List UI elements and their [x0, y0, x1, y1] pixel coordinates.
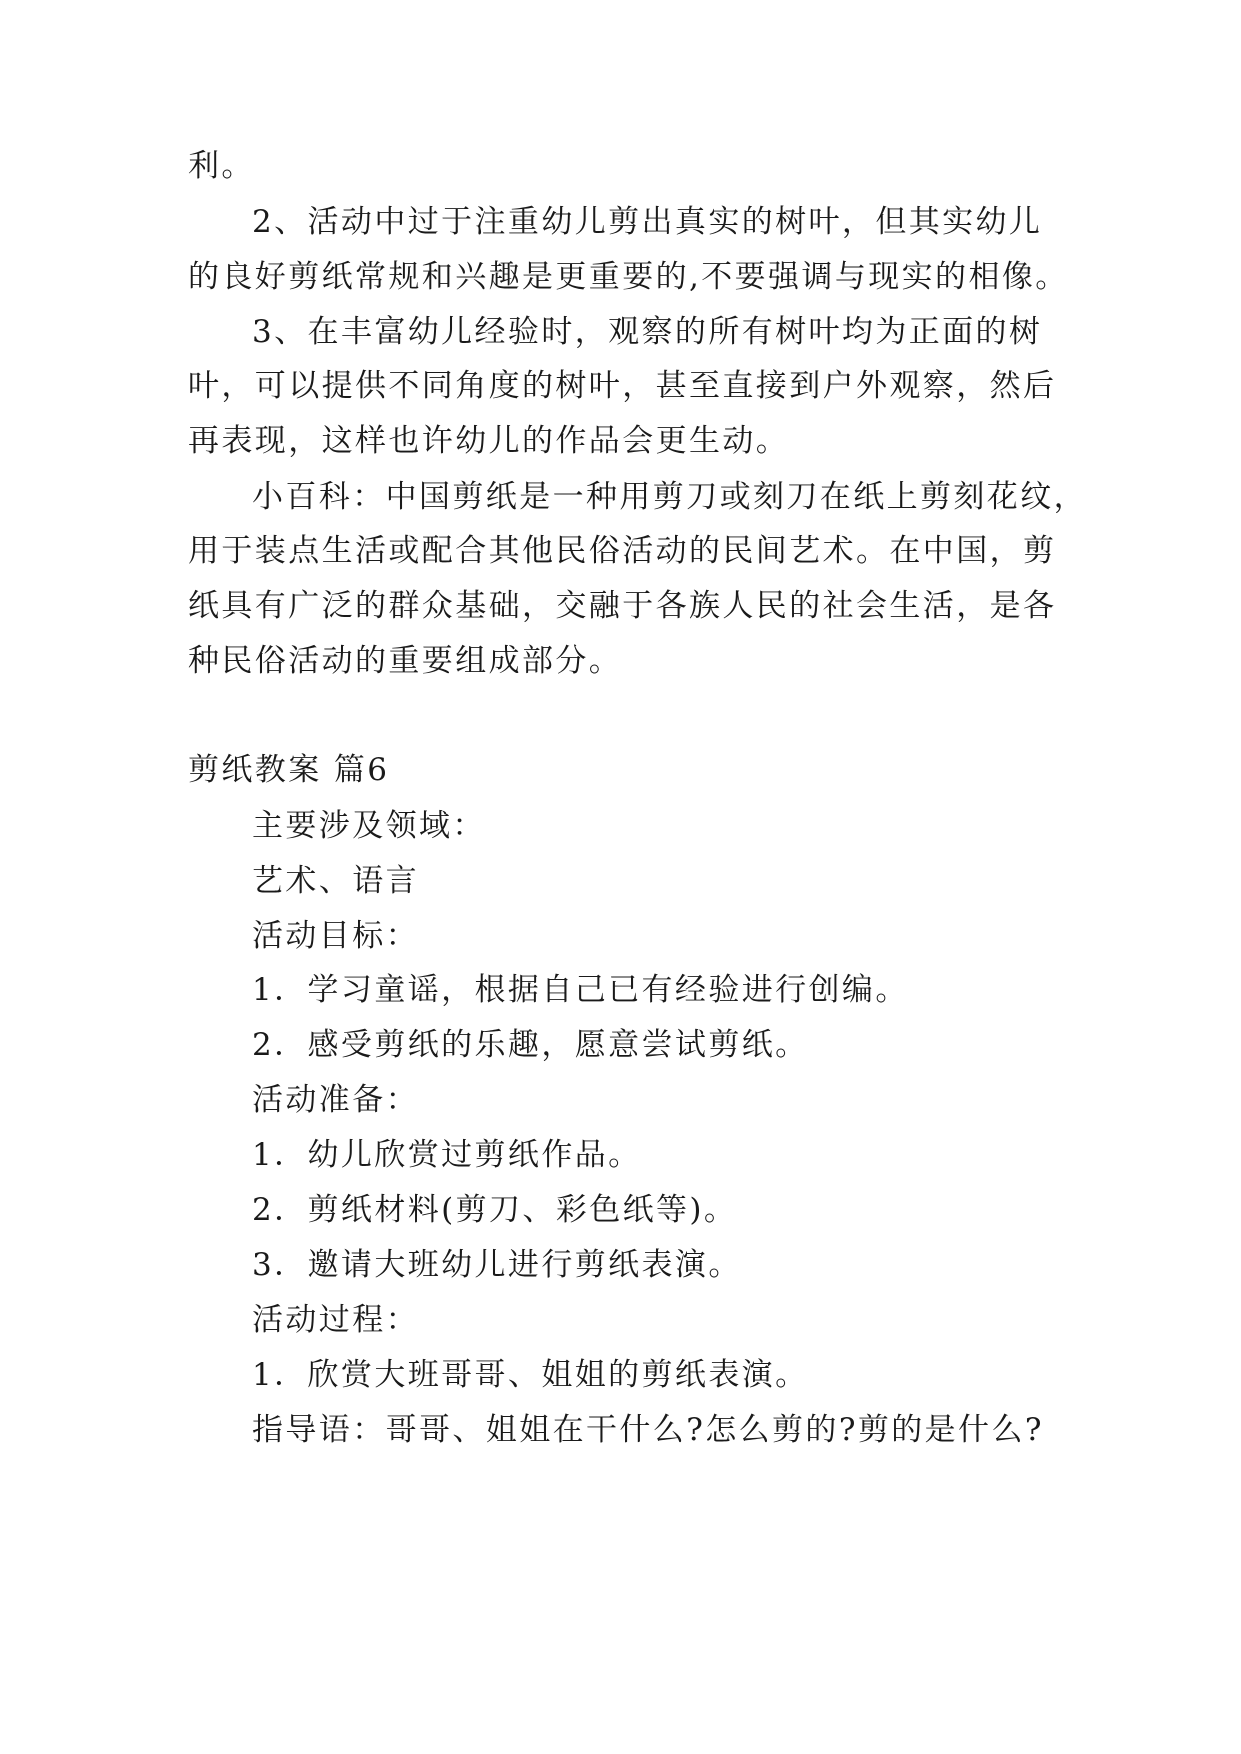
paragraph-line: 艺术、语言	[252, 863, 419, 899]
paragraph-line: 指导语：哥哥、姐姐在干什么?怎么剪的?剪的是什么?	[252, 1412, 1044, 1448]
list-item: 3．邀请大班幼儿进行剪纸表演。	[252, 1247, 742, 1283]
paragraph-line: 活动过程：	[252, 1302, 419, 1338]
paragraph-line: 纸具有广泛的群众基础，交融于各族人民的社会生活，是各	[188, 588, 1057, 624]
list-item: 1．学习童谣，根据自己已有经验进行创编。	[252, 972, 909, 1008]
paragraph-line: 种民俗活动的重要组成部分。	[188, 643, 623, 679]
section-heading: 剪纸教案 篇6	[188, 752, 390, 788]
list-item: 1．幼儿欣赏过剪纸作品。	[252, 1137, 642, 1173]
paragraph-line: 活动目标：	[252, 918, 419, 954]
paragraph-line: 叶，可以提供不同角度的树叶，甚至直接到户外观察，然后	[188, 368, 1057, 404]
paragraph-line: 的良好剪纸常规和兴趣是更重要的,不要强调与现实的相像。	[188, 259, 1069, 295]
list-item: 1．欣赏大班哥哥、姐姐的剪纸表演。	[252, 1357, 809, 1393]
list-item: 2．感受剪纸的乐趣，愿意尝试剪纸。	[252, 1027, 809, 1063]
list-item: 2．剪纸材料(剪刀、彩色纸等)。	[252, 1192, 738, 1228]
paragraph-line: 用于装点生活或配合其他民俗活动的民间艺术。在中国，剪	[188, 533, 1057, 569]
paragraph-line: 活动准备：	[252, 1082, 419, 1118]
paragraph-line: 3、在丰富幼儿经验时，观察的所有树叶均为正面的树	[252, 314, 1043, 350]
paragraph-line: 主要涉及领域：	[252, 808, 486, 844]
paragraph-line: 利。	[188, 148, 255, 184]
paragraph-line: 再表现，这样也许幼儿的作品会更生动。	[188, 423, 790, 459]
paragraph-line: 小百科：中国剪纸是一种用剪刀或刻刀在纸上剪刻花纹，	[252, 479, 1087, 515]
paragraph-line: 2、活动中过于注重幼儿剪出真实的树叶，但其实幼儿	[252, 204, 1043, 240]
